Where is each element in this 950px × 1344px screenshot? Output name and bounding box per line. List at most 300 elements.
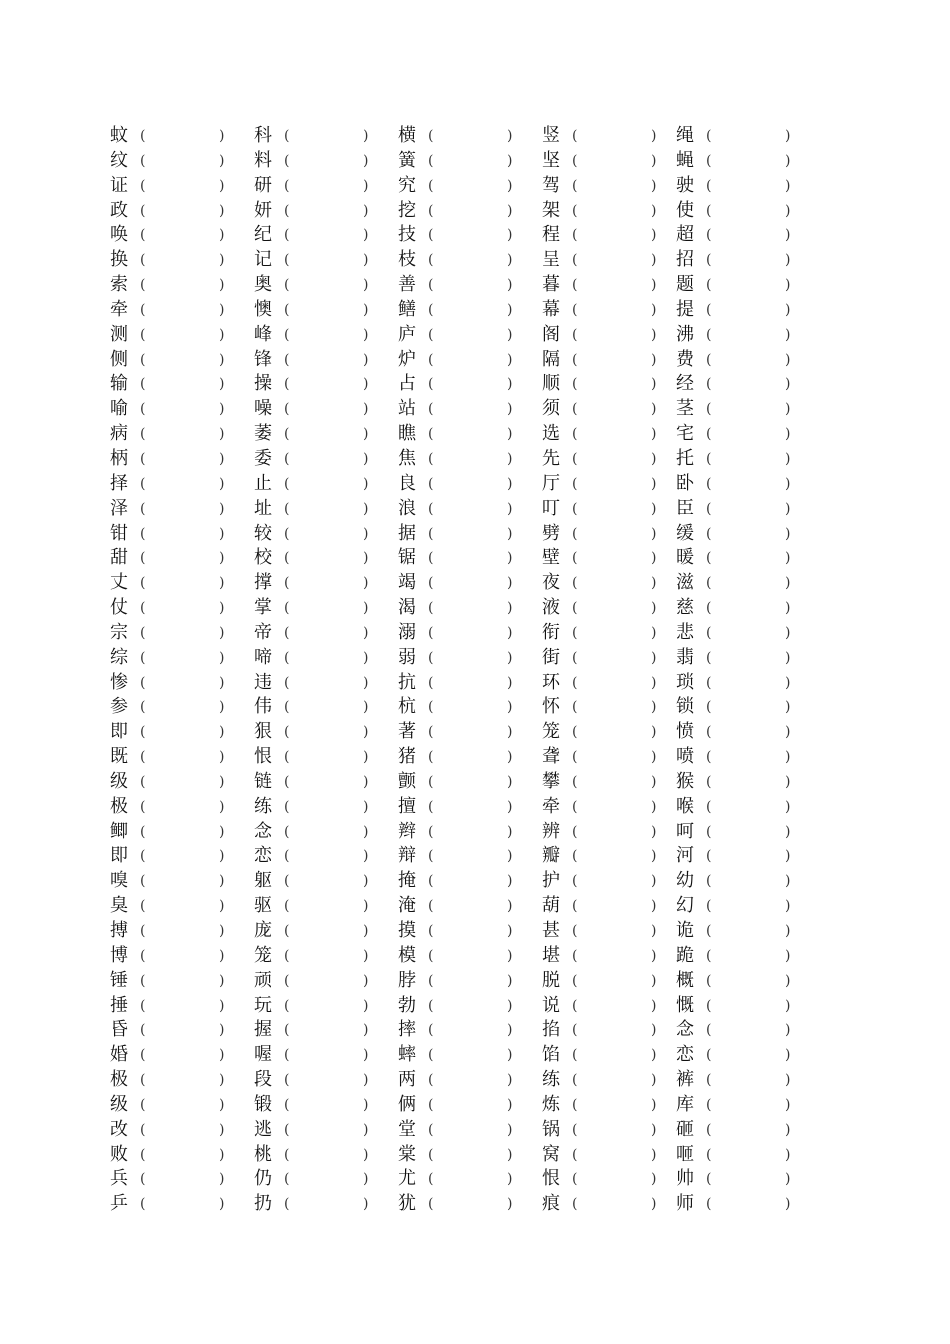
answer-blank-open-paren[interactable]: (: [140, 947, 146, 964]
answer-blank-open-paren[interactable]: (: [140, 1096, 146, 1113]
answer-blank-open-paren[interactable]: (: [284, 152, 290, 169]
answer-blank-open-paren[interactable]: (: [428, 401, 434, 418]
answer-blank-open-paren[interactable]: (: [284, 401, 290, 418]
answer-blank-open-paren[interactable]: (: [140, 898, 146, 915]
answer-blank-open-paren[interactable]: (: [572, 177, 578, 194]
answer-blank-open-paren[interactable]: (: [140, 152, 146, 169]
answer-blank-open-paren[interactable]: (: [428, 947, 434, 964]
answer-blank-close-paren: ): [651, 202, 657, 219]
answer-blank-open-paren[interactable]: (: [572, 972, 578, 989]
character: 址: [254, 497, 272, 519]
answer-blank-open-paren[interactable]: (: [284, 923, 290, 939]
answer-blank-open-paren[interactable]: (: [284, 1121, 290, 1138]
answer-blank-open-paren[interactable]: (: [428, 674, 434, 691]
answer-blank-open-paren[interactable]: (: [428, 898, 434, 915]
answer-blank-open-paren[interactable]: (: [140, 227, 146, 244]
character: 夜: [542, 572, 560, 594]
answer-blank-open-paren[interactable]: (: [572, 674, 578, 691]
answer-blank-open-paren[interactable]: (: [428, 798, 434, 815]
answer-blank-open-paren[interactable]: (: [706, 947, 712, 964]
answer-blank-open-paren[interactable]: (: [428, 575, 434, 592]
answer-blank-open-paren[interactable]: (: [284, 128, 290, 144]
answer-blank-open-paren[interactable]: (: [284, 1146, 290, 1163]
answer-blank-open-paren[interactable]: (: [140, 426, 146, 443]
answer-blank-open-paren[interactable]: (: [572, 600, 578, 617]
answer-blank-open-paren[interactable]: (: [284, 1196, 290, 1213]
answer-blank-open-paren[interactable]: (: [706, 575, 712, 592]
character: 练: [542, 1069, 560, 1091]
answer-blank-close-paren: ): [785, 227, 791, 244]
answer-blank-open-paren[interactable]: (: [284, 674, 290, 691]
character: 侧: [110, 348, 128, 370]
answer-blank-open-paren[interactable]: (: [572, 1121, 578, 1138]
character-cell: [542, 323, 682, 348]
answer-blank-open-paren[interactable]: (: [428, 649, 434, 666]
answer-blank-open-paren[interactable]: (: [572, 450, 578, 467]
answer-blank-open-paren[interactable]: (: [428, 177, 434, 194]
answer-blank-open-paren[interactable]: (: [572, 550, 578, 567]
answer-blank-close-paren: ): [785, 450, 791, 467]
answer-blank-open-paren[interactable]: (: [140, 525, 146, 542]
answer-blank-open-paren[interactable]: (: [572, 848, 578, 865]
answer-blank-open-paren[interactable]: (: [706, 301, 712, 318]
answer-blank-open-paren[interactable]: (: [284, 749, 290, 766]
answer-blank-open-paren[interactable]: (: [140, 500, 146, 517]
answer-blank-open-paren[interactable]: (: [140, 923, 146, 939]
answer-blank-open-paren[interactable]: (: [140, 575, 146, 592]
answer-blank-open-paren[interactable]: (: [428, 1121, 434, 1138]
character: 驾: [542, 174, 560, 196]
answer-blank-open-paren[interactable]: (: [428, 1196, 434, 1213]
answer-blank-open-paren[interactable]: (: [572, 326, 578, 343]
character: 幻: [676, 895, 694, 917]
answer-blank-open-paren[interactable]: (: [706, 128, 712, 144]
answer-blank-open-paren[interactable]: (: [284, 202, 290, 219]
answer-blank-close-paren: ): [507, 1171, 513, 1188]
answer-blank-open-paren[interactable]: (: [140, 649, 146, 666]
answer-blank-open-paren[interactable]: (: [284, 699, 290, 716]
answer-blank-open-paren[interactable]: (: [284, 798, 290, 815]
character-cell: [398, 174, 538, 199]
answer-blank-close-paren: ): [651, 326, 657, 343]
worksheet-row: [110, 571, 810, 596]
answer-blank-open-paren[interactable]: (: [572, 1196, 578, 1213]
answer-blank-open-paren[interactable]: (: [140, 1146, 146, 1163]
character: 庞: [254, 920, 272, 941]
character-cell: [110, 919, 250, 944]
answer-blank-open-paren[interactable]: (: [572, 798, 578, 815]
answer-blank-open-paren[interactable]: (: [706, 227, 712, 244]
character-cell: [676, 720, 816, 745]
character: 既: [110, 746, 128, 768]
answer-blank-open-paren[interactable]: (: [428, 972, 434, 989]
answer-blank-open-paren[interactable]: (: [706, 500, 712, 517]
answer-blank-close-paren: ): [363, 898, 369, 915]
answer-blank-open-paren[interactable]: (: [706, 202, 712, 219]
answer-blank-open-paren[interactable]: (: [706, 450, 712, 467]
answer-blank-open-paren[interactable]: (: [284, 724, 290, 741]
answer-blank-open-paren[interactable]: (: [284, 575, 290, 592]
answer-blank-open-paren[interactable]: (: [428, 1047, 434, 1064]
character: 委: [254, 447, 272, 469]
answer-blank-open-paren[interactable]: (: [140, 301, 146, 318]
answer-blank-open-paren[interactable]: (: [706, 823, 712, 840]
answer-blank-open-paren[interactable]: (: [428, 724, 434, 741]
character: 帝: [254, 621, 272, 643]
character-cell: [110, 298, 250, 323]
answer-blank-open-paren[interactable]: (: [284, 326, 290, 343]
answer-blank-close-paren: ): [507, 600, 513, 617]
answer-blank-open-paren[interactable]: (: [428, 128, 434, 144]
answer-blank-open-paren[interactable]: (: [572, 1146, 578, 1163]
answer-blank-open-paren[interactable]: (: [428, 600, 434, 617]
character-cell: [676, 1018, 816, 1043]
answer-blank-close-paren: ): [363, 972, 369, 989]
answer-blank-open-paren[interactable]: (: [428, 1022, 434, 1039]
character: 甜: [110, 547, 128, 569]
answer-blank-close-paren: ): [219, 699, 225, 716]
answer-blank-open-paren[interactable]: (: [284, 600, 290, 617]
answer-blank-open-paren[interactable]: (: [706, 749, 712, 766]
character-cell: [676, 348, 816, 373]
character-cell: [676, 795, 816, 820]
answer-blank-open-paren[interactable]: (: [428, 152, 434, 169]
answer-blank-open-paren[interactable]: (: [140, 450, 146, 467]
answer-blank-close-paren: ): [219, 401, 225, 418]
answer-blank-open-paren[interactable]: (: [140, 550, 146, 567]
answer-blank-open-paren[interactable]: (: [428, 351, 434, 368]
answer-blank-open-paren[interactable]: (: [706, 326, 712, 343]
character-cell: [676, 397, 816, 422]
answer-blank-open-paren[interactable]: (: [706, 997, 712, 1014]
answer-blank-open-paren[interactable]: (: [572, 624, 578, 641]
answer-blank-open-paren[interactable]: (: [706, 624, 712, 641]
character: 输: [110, 373, 128, 395]
character-cell: [110, 770, 250, 795]
answer-blank-open-paren[interactable]: (: [284, 177, 290, 194]
answer-blank-close-paren: ): [507, 1047, 513, 1064]
answer-blank-open-paren[interactable]: (: [284, 1022, 290, 1039]
character-cell: [110, 820, 250, 845]
answer-blank-open-paren[interactable]: (: [428, 1096, 434, 1113]
answer-blank-open-paren[interactable]: (: [706, 550, 712, 567]
answer-blank-open-paren[interactable]: (: [706, 351, 712, 368]
answer-blank-open-paren[interactable]: (: [706, 1121, 712, 1138]
answer-blank-open-paren[interactable]: (: [572, 1171, 578, 1188]
answer-blank-close-paren: ): [651, 1047, 657, 1064]
character: 宗: [110, 621, 128, 643]
character: 犹: [398, 1193, 416, 1215]
answer-blank-close-paren: ): [507, 1022, 513, 1039]
worksheet-row: [110, 397, 810, 422]
answer-blank-close-paren: ): [651, 227, 657, 244]
answer-blank-open-paren[interactable]: (: [706, 177, 712, 194]
answer-blank-open-paren[interactable]: (: [572, 128, 578, 144]
answer-blank-open-paren[interactable]: (: [706, 873, 712, 890]
answer-blank-open-paren[interactable]: (: [140, 798, 146, 815]
character-worksheet: [110, 124, 810, 1217]
answer-blank-open-paren[interactable]: (: [706, 724, 712, 741]
answer-blank-open-paren[interactable]: (: [140, 376, 146, 393]
answer-blank-open-paren[interactable]: (: [428, 550, 434, 567]
answer-blank-open-paren[interactable]: (: [428, 848, 434, 865]
answer-blank-open-paren[interactable]: (: [572, 351, 578, 368]
answer-blank-open-paren[interactable]: (: [140, 823, 146, 840]
character-cell: [542, 1118, 682, 1143]
answer-blank-open-paren[interactable]: (: [428, 301, 434, 318]
answer-blank-open-paren[interactable]: (: [140, 1022, 146, 1039]
answer-blank-open-paren[interactable]: (: [706, 1171, 712, 1188]
answer-blank-close-paren: ): [651, 724, 657, 741]
answer-blank-open-paren[interactable]: (: [706, 426, 712, 443]
answer-blank-open-paren[interactable]: (: [428, 1072, 434, 1089]
answer-blank-open-paren[interactable]: (: [706, 972, 712, 989]
character: 奥: [254, 274, 272, 296]
answer-blank-close-paren: ): [219, 550, 225, 567]
answer-blank-open-paren[interactable]: (: [572, 475, 578, 492]
answer-blank-open-paren[interactable]: (: [140, 252, 146, 269]
answer-blank-open-paren[interactable]: (: [284, 773, 290, 790]
answer-blank-open-paren[interactable]: (: [140, 1196, 146, 1213]
character: 改: [110, 1118, 128, 1140]
character-cell: [110, 546, 250, 571]
answer-blank-open-paren[interactable]: (: [706, 152, 712, 169]
answer-blank-open-paren[interactable]: (: [284, 227, 290, 244]
character: 砸: [676, 1118, 694, 1140]
character-cell: [676, 323, 816, 348]
answer-blank-open-paren[interactable]: (: [428, 326, 434, 343]
character-cell: [398, 199, 538, 224]
answer-blank-open-paren[interactable]: (: [428, 997, 434, 1014]
answer-blank-open-paren[interactable]: (: [140, 475, 146, 492]
answer-blank-open-paren[interactable]: (: [428, 1146, 434, 1163]
answer-blank-open-paren[interactable]: (: [284, 1047, 290, 1064]
answer-blank-open-paren[interactable]: (: [572, 997, 578, 1014]
answer-blank-open-paren[interactable]: (: [140, 724, 146, 741]
answer-blank-open-paren[interactable]: (: [140, 277, 146, 294]
answer-blank-open-paren[interactable]: (: [140, 1047, 146, 1064]
answer-blank-open-paren[interactable]: (: [284, 351, 290, 368]
character-cell: [110, 944, 250, 969]
answer-blank-open-paren[interactable]: (: [572, 277, 578, 294]
answer-blank-close-paren: ): [785, 1171, 791, 1188]
answer-blank-open-paren[interactable]: (: [428, 500, 434, 517]
answer-blank-open-paren[interactable]: (: [706, 252, 712, 269]
answer-blank-open-paren[interactable]: (: [706, 475, 712, 492]
answer-blank-open-paren[interactable]: (: [572, 1047, 578, 1064]
answer-blank-open-paren[interactable]: (: [140, 873, 146, 890]
answer-blank-open-paren[interactable]: (: [284, 997, 290, 1014]
answer-blank-open-paren[interactable]: (: [284, 972, 290, 989]
answer-blank-open-paren[interactable]: (: [284, 475, 290, 492]
answer-blank-open-paren[interactable]: (: [706, 1146, 712, 1163]
answer-blank-open-paren[interactable]: (: [284, 376, 290, 393]
answer-blank-open-paren[interactable]: (: [140, 128, 146, 144]
character-cell: [398, 472, 538, 497]
answer-blank-open-paren[interactable]: (: [140, 699, 146, 716]
answer-blank-open-paren[interactable]: (: [706, 1096, 712, 1113]
answer-blank-close-paren: ): [363, 1196, 369, 1213]
answer-blank-open-paren[interactable]: (: [428, 475, 434, 492]
answer-blank-open-paren[interactable]: (: [428, 376, 434, 393]
answer-blank-open-paren[interactable]: (: [428, 823, 434, 840]
answer-blank-open-paren[interactable]: (: [572, 873, 578, 890]
answer-blank-open-paren[interactable]: (: [140, 972, 146, 989]
answer-blank-open-paren[interactable]: (: [140, 848, 146, 865]
answer-blank-open-paren[interactable]: (: [140, 177, 146, 194]
answer-blank-open-paren[interactable]: (: [428, 699, 434, 716]
character-cell: [542, 621, 682, 646]
answer-blank-open-paren[interactable]: (: [284, 823, 290, 840]
answer-blank-close-paren: ): [651, 575, 657, 592]
answer-blank-open-paren[interactable]: (: [572, 500, 578, 517]
answer-blank-open-paren[interactable]: (: [284, 426, 290, 443]
answer-blank-open-paren[interactable]: (: [428, 749, 434, 766]
answer-blank-open-paren[interactable]: (: [284, 873, 290, 890]
answer-blank-open-paren[interactable]: (: [572, 376, 578, 393]
answer-blank-open-paren[interactable]: (: [706, 600, 712, 617]
answer-blank-open-paren[interactable]: (: [140, 600, 146, 617]
answer-blank-open-paren[interactable]: (: [706, 401, 712, 418]
answer-blank-open-paren[interactable]: (: [706, 674, 712, 691]
answer-blank-open-paren[interactable]: (: [140, 351, 146, 368]
answer-blank-open-paren[interactable]: (: [572, 301, 578, 318]
answer-blank-open-paren[interactable]: (: [572, 227, 578, 244]
answer-blank-open-paren[interactable]: (: [140, 749, 146, 766]
answer-blank-open-paren[interactable]: (: [284, 947, 290, 964]
answer-blank-open-paren[interactable]: (: [428, 624, 434, 641]
answer-blank-open-paren[interactable]: (: [428, 773, 434, 790]
answer-blank-open-paren[interactable]: (: [706, 525, 712, 542]
answer-blank-open-paren[interactable]: (: [706, 923, 712, 939]
character: 跪: [676, 944, 694, 966]
answer-blank-open-paren[interactable]: (: [428, 252, 434, 269]
character: 笼: [542, 721, 560, 743]
answer-blank-open-paren[interactable]: (: [284, 450, 290, 467]
answer-blank-open-paren[interactable]: (: [284, 649, 290, 666]
answer-blank-open-paren[interactable]: (: [428, 1171, 434, 1188]
answer-blank-open-paren[interactable]: (: [572, 699, 578, 716]
answer-blank-open-paren[interactable]: (: [572, 426, 578, 443]
answer-blank-open-paren[interactable]: (: [706, 773, 712, 790]
answer-blank-open-paren[interactable]: (: [284, 301, 290, 318]
character-cell: [110, 1143, 250, 1168]
answer-blank-open-paren[interactable]: (: [140, 326, 146, 343]
answer-blank-open-paren[interactable]: (: [572, 401, 578, 418]
answer-blank-open-paren[interactable]: (: [140, 773, 146, 790]
character: 窝: [542, 1143, 560, 1165]
answer-blank-open-paren[interactable]: (: [572, 923, 578, 939]
answer-blank-open-paren[interactable]: (: [140, 1072, 146, 1089]
answer-blank-open-paren[interactable]: (: [572, 823, 578, 840]
answer-blank-open-paren[interactable]: (: [572, 947, 578, 964]
answer-blank-open-paren[interactable]: (: [572, 252, 578, 269]
character-cell: [110, 844, 250, 869]
answer-blank-open-paren[interactable]: (: [428, 525, 434, 542]
answer-blank-open-paren[interactable]: (: [284, 848, 290, 865]
answer-blank-open-paren[interactable]: (: [706, 699, 712, 716]
answer-blank-open-paren[interactable]: (: [428, 227, 434, 244]
answer-blank-open-paren[interactable]: (: [706, 798, 712, 815]
worksheet-row: [110, 348, 810, 373]
answer-blank-open-paren[interactable]: (: [706, 1072, 712, 1089]
character: 校: [254, 547, 272, 569]
character-cell: [398, 869, 538, 894]
answer-blank-open-paren[interactable]: (: [572, 575, 578, 592]
answer-blank-open-paren[interactable]: (: [428, 277, 434, 294]
answer-blank-open-paren[interactable]: (: [284, 898, 290, 915]
answer-blank-close-paren: ): [363, 724, 369, 741]
answer-blank-open-paren[interactable]: (: [284, 500, 290, 517]
answer-blank-open-paren[interactable]: (: [284, 277, 290, 294]
answer-blank-open-paren[interactable]: (: [284, 1096, 290, 1113]
answer-blank-open-paren[interactable]: (: [140, 401, 146, 418]
answer-blank-open-paren[interactable]: (: [572, 649, 578, 666]
answer-blank-open-paren[interactable]: (: [572, 1096, 578, 1113]
answer-blank-open-paren[interactable]: (: [572, 724, 578, 741]
answer-blank-open-paren[interactable]: (: [140, 1171, 146, 1188]
answer-blank-open-paren[interactable]: (: [706, 649, 712, 666]
answer-blank-open-paren[interactable]: (: [572, 1072, 578, 1089]
answer-blank-open-paren[interactable]: (: [140, 202, 146, 219]
answer-blank-open-paren[interactable]: (: [706, 1047, 712, 1064]
answer-blank-open-paren[interactable]: (: [284, 252, 290, 269]
character: 政: [110, 199, 128, 221]
answer-blank-open-paren[interactable]: (: [140, 674, 146, 691]
answer-blank-open-paren[interactable]: (: [706, 277, 712, 294]
answer-blank-open-paren[interactable]: (: [428, 873, 434, 890]
answer-blank-open-paren[interactable]: (: [140, 997, 146, 1014]
character: 街: [542, 646, 560, 668]
answer-blank-close-paren: ): [507, 898, 513, 915]
answer-blank-open-paren[interactable]: (: [572, 1022, 578, 1039]
answer-blank-open-paren[interactable]: (: [572, 898, 578, 915]
character-cell: [398, 248, 538, 273]
character-cell: [110, 695, 250, 720]
answer-blank-open-paren[interactable]: (: [572, 773, 578, 790]
answer-blank-open-paren[interactable]: (: [284, 624, 290, 641]
answer-blank-open-paren[interactable]: (: [140, 1121, 146, 1138]
answer-blank-close-paren: ): [507, 202, 513, 219]
answer-blank-open-paren[interactable]: (: [428, 426, 434, 443]
answer-blank-open-paren[interactable]: (: [572, 749, 578, 766]
character-cell: [110, 1192, 250, 1217]
answer-blank-close-paren: ): [219, 277, 225, 294]
answer-blank-open-paren[interactable]: (: [284, 550, 290, 567]
answer-blank-open-paren[interactable]: (: [706, 848, 712, 865]
answer-blank-open-paren[interactable]: (: [706, 898, 712, 915]
answer-blank-open-paren[interactable]: (: [706, 376, 712, 393]
character-cell: [254, 273, 394, 298]
answer-blank-open-paren[interactable]: (: [284, 525, 290, 542]
answer-blank-open-paren[interactable]: (: [706, 1022, 712, 1039]
answer-blank-close-paren: ): [507, 823, 513, 840]
answer-blank-open-paren[interactable]: (: [140, 624, 146, 641]
character: 河: [676, 845, 694, 867]
answer-blank-open-paren[interactable]: (: [284, 1072, 290, 1089]
answer-blank-open-paren[interactable]: (: [428, 923, 434, 939]
answer-blank-open-paren[interactable]: (: [572, 525, 578, 542]
answer-blank-open-paren[interactable]: (: [428, 202, 434, 219]
answer-blank-open-paren[interactable]: (: [572, 152, 578, 169]
answer-blank-open-paren[interactable]: (: [428, 450, 434, 467]
answer-blank-close-paren: ): [507, 277, 513, 294]
answer-blank-close-paren: ): [785, 823, 791, 840]
character-cell: [254, 1068, 394, 1093]
answer-blank-open-paren[interactable]: (: [284, 1171, 290, 1188]
answer-blank-open-paren[interactable]: (: [706, 1196, 712, 1213]
answer-blank-open-paren[interactable]: (: [572, 202, 578, 219]
